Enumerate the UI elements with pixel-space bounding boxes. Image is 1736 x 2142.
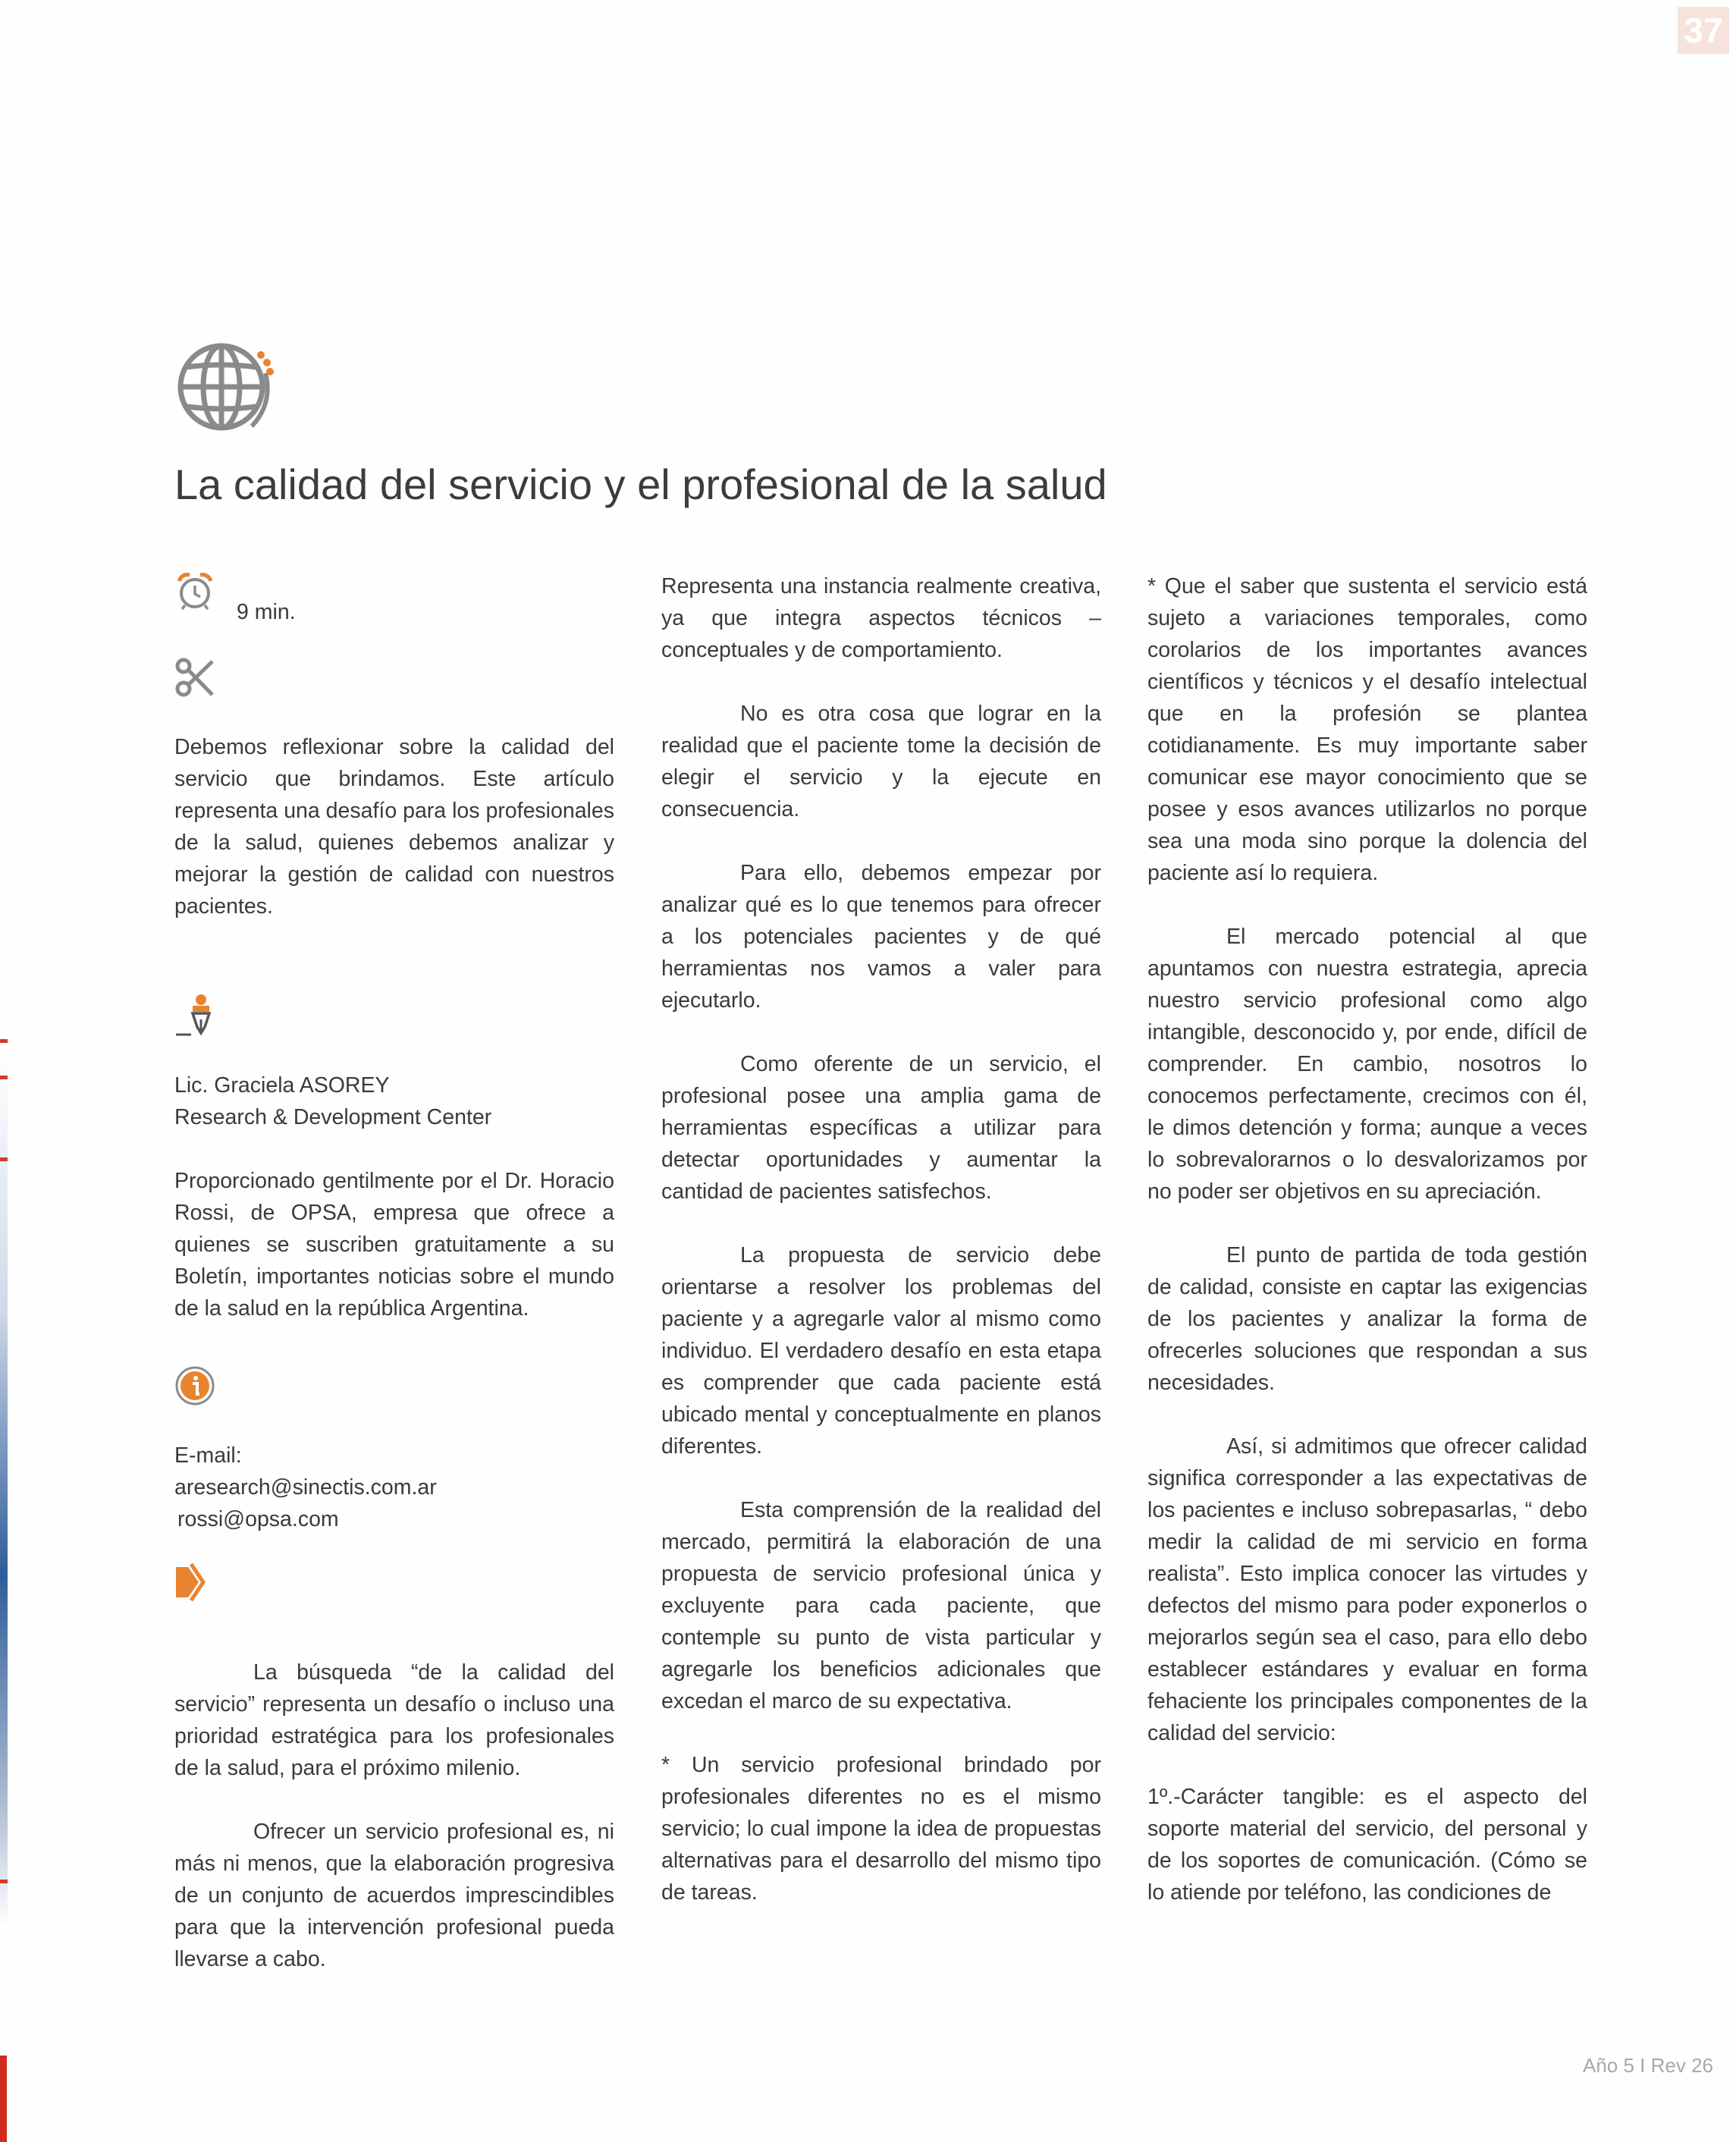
col3-paragraph-2: El mercado potencial al que apuntamos con nuestra estrategia, aprecia nuestro servicio profesional como algo intangible, desconocido y, por ende, difícil de comprender. En cambio, nosotros lo conocemos perfectamente, crecimos con él, le dimos detención y forma; aunque a veces lo sobrevalorarnos o lo desvalorizamos por no poder ser objetivos en su apreciación.: [1147, 925, 1587, 1204]
edge-mark: [0, 1039, 8, 1043]
column-3: [1147, 570, 1587, 1908]
edge-mark: [0, 1880, 8, 1883]
column-1: [174, 570, 614, 1975]
article-title: La calidad del servicio y el profesional de la salud: [174, 460, 1107, 508]
email-link-2[interactable]: rossi@opsa.com: [177, 1507, 339, 1531]
edge-bar: [0, 2056, 7, 2142]
credit-text: Proporcionado gentilmente por el Dr. Horacio Rossi, de OPSA, empresa que ofrece a quienes se suscriben gratuitamente a su Boletín, importantes noticias sobre el mundo de la salud en la república Argentina.: [174, 1169, 614, 1321]
pen-nib-icon: [174, 994, 215, 1039]
arrow-icon: [174, 1561, 208, 1603]
edge-decoration: [0, 1047, 8, 1927]
alarm-clock-icon: [174, 570, 215, 611]
col3-paragraph-3: El punto de partida de toda gestión de calidad, consiste en captar las exigencias de los pacientes y analizar la forma de ofrecerles soluciones que respondan a sus necesidades.: [1147, 1243, 1587, 1395]
page-number: 37: [1678, 7, 1729, 54]
email-link-1[interactable]: aresearch@sinectis.com.ar: [174, 1475, 437, 1500]
edge-mark: [0, 1076, 8, 1079]
author-organization: Research & Development Center: [174, 1105, 492, 1129]
scissors-icon: [174, 657, 215, 699]
reading-time-text: 9 min.: [237, 600, 296, 624]
col3-paragraph-4: Así, si admitimos que ofrecer calidad significa corresponder a las expectativas de los pacientes e incluso sobrepasarlas, “ debo medir la calidad de mi servicio en forma realista”. Esto implica conocer las virtudes y defectos del mismo para poder exponerlos o mejorarlos según sea el caso, para ello debo establecer estándares y evaluar en forma fehaciente los principales componentes de la calidad del servicio:: [1147, 1434, 1587, 1745]
column-2: [661, 570, 1101, 1908]
col3-paragraph-1: * Que el saber que sustenta el servicio está sujeto a variaciones temporales, como corolarios de los importantes avances científicos y técnicos y el desafío intelectual que en la profesión se plantea cotidianamente. Es muy importante saber comunicar ese mayor conocimiento que se posee y esos avances utilizarlos no porque sea una moda sino porque la dolencia del paciente así lo requiera.: [1147, 574, 1587, 885]
col2-paragraph-6: Esta comprensión de la realidad del mercado, permitirá la elaboración de una propuesta de servicio profesional única y excluyente para cada paciente, que contemple su punto de vista particular y agregarle los beneficios adicionales que excedan el marco de su expectativa.: [661, 1498, 1101, 1713]
issue-footer: Año 5 I Rev 26: [1583, 2054, 1713, 2077]
author-name: Lic. Graciela ASOREY: [174, 1073, 390, 1098]
col2-paragraph-3: Para ello, debemos empezar por analizar qué es lo que tenemos para ofrecer a los potenciales pacientes y de qué herramientas nos vamos a valer para ejecutarlo.: [661, 861, 1101, 1013]
globe-icon: [176, 334, 282, 440]
article-summary: Debemos reflexionar sobre la calidad del servicio que brindamos. Este artículo representa una desafío para los profesionales de la salud, quienes debemos analizar y mejorar la gestión de calidad con nuestros pacientes.: [174, 735, 614, 919]
col2-paragraph-1: Representa una instancia realmente creativa, ya que integra aspectos técnicos – conceptuales y de comportamiento.: [661, 574, 1101, 662]
col1-paragraph-1: La búsqueda “de la calidad del servicio” representa un desafío o incluso una prioridad estratégica para los profesionales de la salud, para el próximo milenio.: [174, 1660, 614, 1780]
edge-mark: [0, 1157, 8, 1161]
info-icon: [174, 1365, 215, 1406]
col2-paragraph-7: * Un servicio profesional brindado por profesionales diferentes no es el mismo servicio; lo cual impone la idea de propuestas alternativas para el desarrollo del mismo tipo de tareas.: [661, 1753, 1101, 1905]
reading-time: [174, 570, 614, 634]
col3-paragraph-5: 1º.-Carácter tangible: es el aspecto del soporte material del servicio, del personal y de los soportes de comunicación. (Cómo se lo atiende por teléfono, las condiciones de: [1147, 1785, 1587, 1905]
email-label: E-mail:: [174, 1443, 242, 1468]
col2-paragraph-5: La propuesta de servicio debe orientarse a resolver los problemas del paciente y a agregarle valor al mismo como individuo. El verdadero desafío en esta etapa es comprender que cada paciente está ubicado mental y conceptualmente en planos diferentes.: [661, 1243, 1101, 1459]
col2-paragraph-2: No es otra cosa que lograr en la realidad que el paciente tome la decisión de elegir el servicio y la ejecute en consecuencia.: [661, 702, 1101, 821]
col2-paragraph-4: Como oferente de un servicio, el profesional posee una amplia gama de herramientas específicas a utilizar para detectar oportunidades y aumentar la cantidad de pacientes satisfechos.: [661, 1052, 1101, 1204]
col1-paragraph-2: Ofrecer un servicio profesional es, ni más ni menos, que la elaboración progresiva de un conjunto de acuerdos imprescindibles para que la intervención profesional pueda llevarse a cabo.: [174, 1820, 614, 1971]
